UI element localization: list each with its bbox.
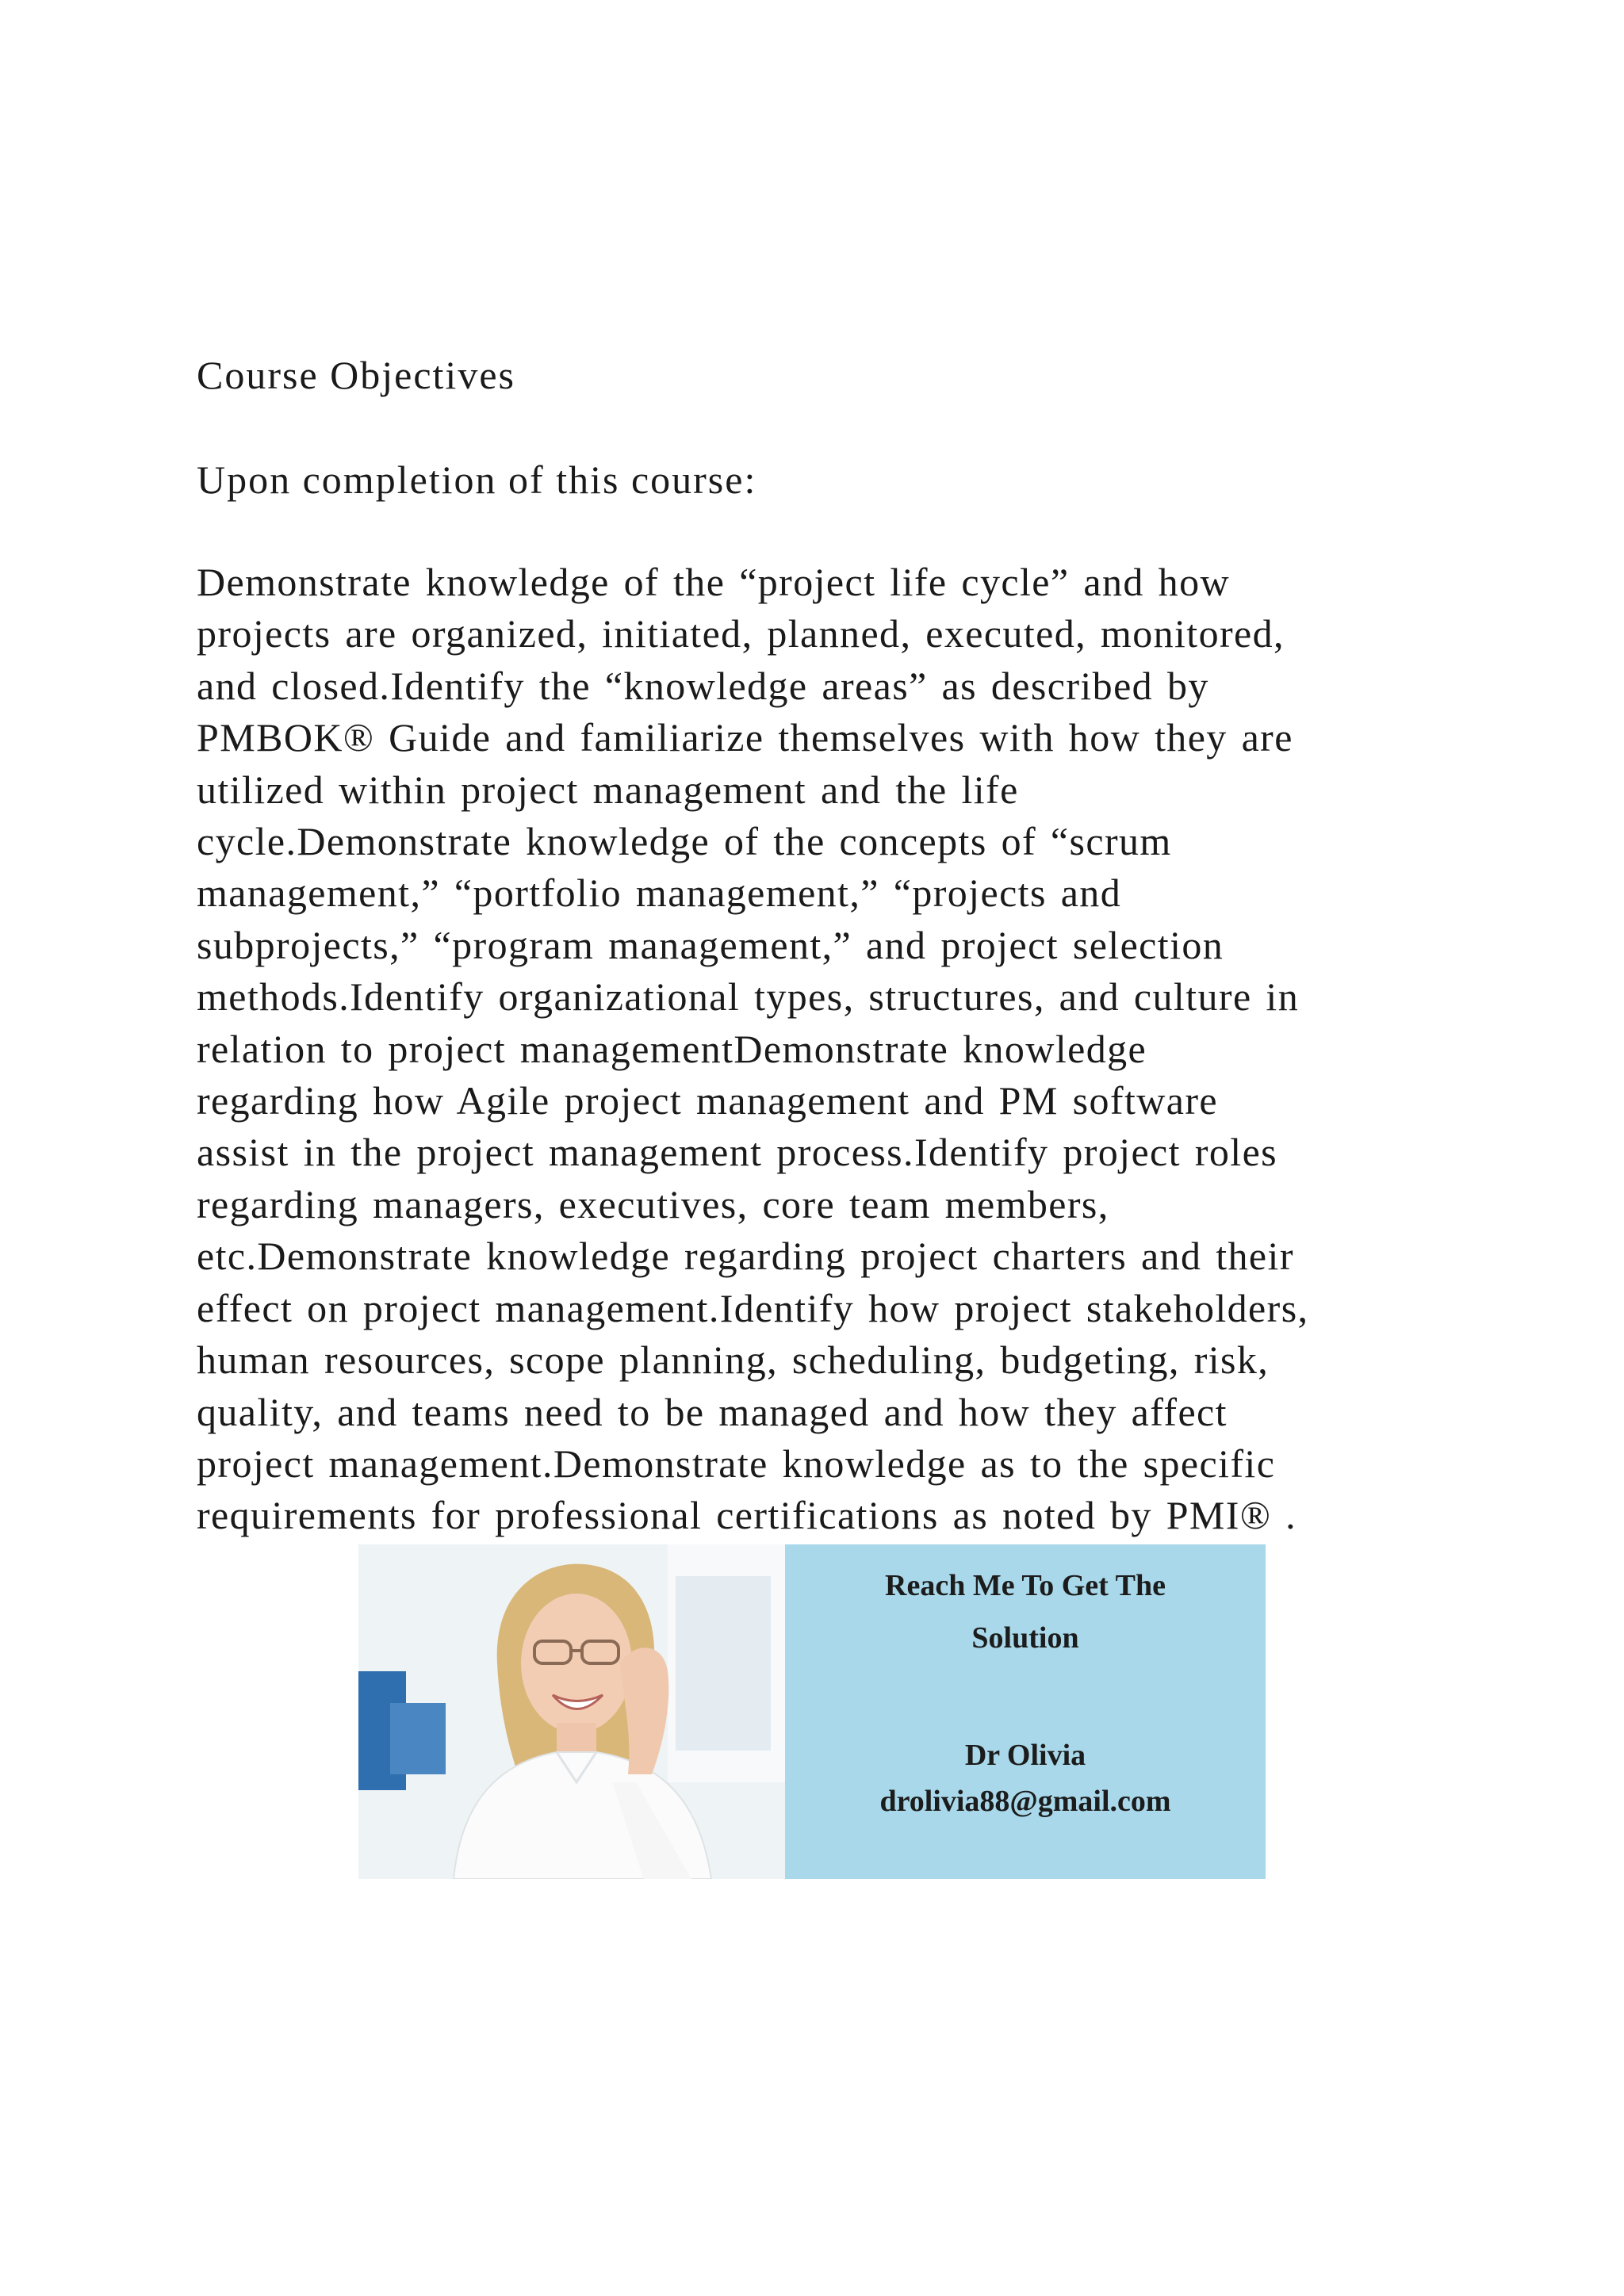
- paragraph-line: projects are organized, initiated, planned, executed, monitored,: [197, 611, 1285, 656]
- paragraph-line: utilized within project management and the life: [197, 767, 1019, 812]
- paragraph-line: management,” “portfolio management,” “projects and: [197, 871, 1122, 916]
- woman-portrait-image: [358, 1544, 785, 1879]
- intro-text: Upon completion of this course:: [197, 457, 757, 502]
- contact-email[interactable]: drolivia88@gmail.com: [879, 1785, 1171, 1818]
- cta-line-2: Solution: [971, 1621, 1079, 1655]
- paragraph-line: human resources, scope planning, scheduling, budgeting, risk,: [197, 1337, 1270, 1383]
- paragraph-line: subprojects,” “program management,” and project selection: [197, 922, 1224, 967]
- paragraph-line: effect on project management.Identify how project stakeholders,: [197, 1285, 1309, 1330]
- paragraph-line: etc.Demonstrate knowledge regarding project charters and their: [197, 1234, 1294, 1279]
- contact-info-panel: [785, 1544, 1266, 1879]
- paragraph-line: requirements for professional certifications as noted by PMI® .: [197, 1493, 1297, 1538]
- paragraph-line: regarding managers, executives, core team members,: [197, 1181, 1109, 1226]
- paragraph-line: Demonstrate knowledge of the “project life cycle” and how: [197, 560, 1230, 604]
- contact-banner: [358, 1544, 1266, 1879]
- paragraph-line: PMBOK® Guide and familiarize themselves with how they are: [197, 715, 1293, 760]
- paragraph-line: assist in the project management process.Identify project roles: [197, 1130, 1278, 1175]
- paragraph-line: and closed.Identify the “knowledge areas” as described by: [197, 663, 1209, 708]
- objectives-paragraph: [197, 557, 1434, 1542]
- document-heading: Course Objectives: [197, 353, 515, 397]
- cta-line-1: Reach Me To Get The: [885, 1569, 1166, 1602]
- paragraph-line: cycle.Demonstrate knowledge of the concepts of “scrum: [197, 819, 1172, 864]
- paragraph-line: relation to project managementDemonstrate knowledge: [197, 1026, 1147, 1071]
- paragraph-line: methods.Identify organizational types, structures, and culture in: [197, 974, 1300, 1020]
- paragraph-line: regarding how Agile project management and PM software: [197, 1078, 1218, 1123]
- paragraph-line: quality, and teams need to be managed and how they affect: [197, 1389, 1228, 1434]
- contact-name: Dr Olivia: [964, 1739, 1086, 1772]
- paragraph-line: project management.Demonstrate knowledge as to the specific: [197, 1441, 1276, 1486]
